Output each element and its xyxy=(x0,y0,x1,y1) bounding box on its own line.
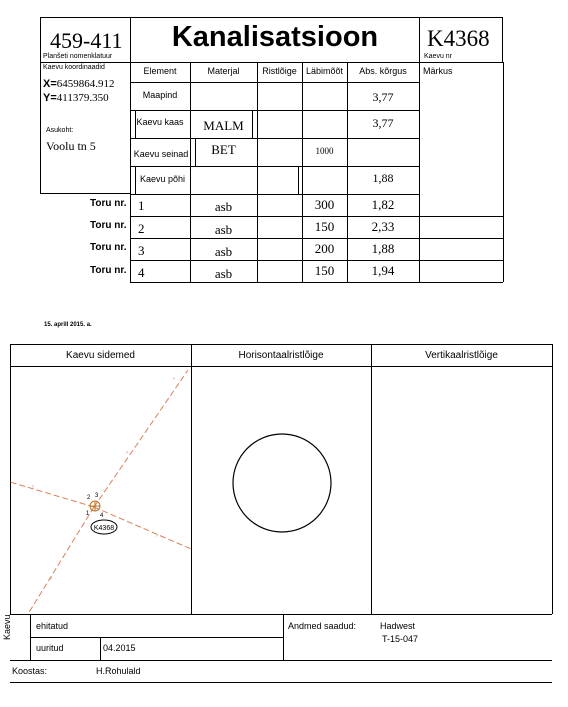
y-value: 411379.350 xyxy=(56,92,109,104)
surveyed-label: uuritud xyxy=(36,643,64,653)
document-date: 15. aprill 2015. a. xyxy=(44,322,92,328)
well-id: K4368 xyxy=(427,26,490,51)
row-element: Kaevu seinad xyxy=(133,149,189,159)
author-name: H.Rohulald xyxy=(96,666,141,676)
row-element: Kaevu kaas xyxy=(136,117,184,127)
pipe-label-2: 2 xyxy=(87,495,91,501)
coordinates-box xyxy=(40,62,131,194)
pipe-label: Toru nr. xyxy=(90,265,127,276)
pipe-number: 3 xyxy=(138,243,145,258)
pipe-line xyxy=(28,507,94,614)
pipe-diameter: 150 xyxy=(314,219,335,234)
pipe-material: asb xyxy=(214,222,233,237)
connections-diagram xyxy=(10,366,191,614)
flow-arrow-icon: › xyxy=(50,576,52,582)
header-note: Märkus xyxy=(423,66,453,76)
author-label: Koostas: xyxy=(12,666,48,676)
row-material: MALM xyxy=(203,118,244,133)
flow-arrow-icon: › xyxy=(173,376,175,382)
y-coordinate xyxy=(43,92,109,104)
pipe-line xyxy=(10,482,94,507)
location-label: Asukoht: xyxy=(46,127,74,134)
pipe-material: asb xyxy=(214,266,233,281)
page-title: Kanalisatsioon xyxy=(171,21,379,53)
x-value: 6459864.912 xyxy=(56,78,115,90)
pipe-height: 1,94 xyxy=(371,263,395,278)
row-height: 3,77 xyxy=(372,116,394,130)
pipe-number: 2 xyxy=(138,221,145,236)
pipe-material: asb xyxy=(214,244,233,259)
y-label: Y= xyxy=(43,92,57,104)
panel-title-vertical: Vertikaalristlõige xyxy=(425,350,498,361)
flow-arrow-icon: › xyxy=(156,533,158,539)
built-label: ehitatud xyxy=(36,621,69,631)
pipe-number: 1 xyxy=(138,198,145,213)
pipe-label-4: 4 xyxy=(100,513,104,519)
pipe-label: Toru nr. xyxy=(90,198,127,209)
location-value: Voolu tn 5 xyxy=(46,139,96,153)
header-abs-height: Abs. kõrgus xyxy=(359,66,407,76)
panel-title-horizontal: Horisontaalristlõige xyxy=(238,350,324,361)
row-element: Kaevu põhi xyxy=(139,174,186,184)
footer-side-label: Kaevu xyxy=(2,614,12,640)
nomenclature-box xyxy=(40,17,131,63)
row-material: BET xyxy=(211,142,236,157)
x-label: X= xyxy=(43,78,57,90)
horizontal-section-drawing xyxy=(191,366,371,614)
well-id-label: Kaevu nr xyxy=(424,53,453,60)
flow-arrow-icon: › xyxy=(32,484,34,490)
pipe-label-3: 3 xyxy=(95,493,99,499)
nomenclature-label: Planšeti nomenklatuur xyxy=(43,53,113,60)
pipe-height: 1,82 xyxy=(371,197,395,212)
title-box xyxy=(130,17,420,63)
well-cross-section-circle xyxy=(233,434,331,532)
panel-title-connections: Kaevu sidemed xyxy=(66,350,135,361)
pipe-label: Toru nr. xyxy=(90,242,127,253)
row-diameter: 1000 xyxy=(315,146,334,156)
header-cross-section: Ristlõige xyxy=(262,66,297,76)
coordinates-label: Kaevu koordinaadid xyxy=(43,64,105,71)
pipe-diameter: 200 xyxy=(314,241,335,256)
well-marker-icon xyxy=(90,501,100,511)
row-height: 1,88 xyxy=(372,171,394,185)
pipe-number: 4 xyxy=(138,265,145,280)
pipe-label: Toru nr. xyxy=(90,220,127,231)
pipe-material: asb xyxy=(214,199,233,214)
row-height: 3,77 xyxy=(372,90,394,104)
data-source: Hadwest xyxy=(380,621,416,631)
surveyed-date: 04.2015 xyxy=(103,643,136,653)
data-ref: T-15-047 xyxy=(382,634,419,644)
flow-arrow-icon: › xyxy=(126,450,128,456)
header-material: Materjal xyxy=(207,66,240,76)
pipe-height: 2,33 xyxy=(371,219,395,234)
pipe-label-1: 1 xyxy=(86,511,90,517)
pipe-line xyxy=(94,370,188,507)
header-element: Element xyxy=(143,66,177,76)
well-id-box xyxy=(419,17,503,63)
header-diameter: Läbimõõt xyxy=(305,66,344,76)
pipe-height: 1,88 xyxy=(371,241,395,256)
data-source-label: Andmed saadud: xyxy=(288,621,357,631)
well-label: K4368 xyxy=(93,525,115,532)
row-element: Maapind xyxy=(142,90,178,100)
nomenclature-number: 459-411 xyxy=(50,28,123,53)
pipe-diameter: 150 xyxy=(314,263,335,278)
pipe-diameter: 300 xyxy=(314,197,335,212)
x-coordinate xyxy=(43,78,115,90)
